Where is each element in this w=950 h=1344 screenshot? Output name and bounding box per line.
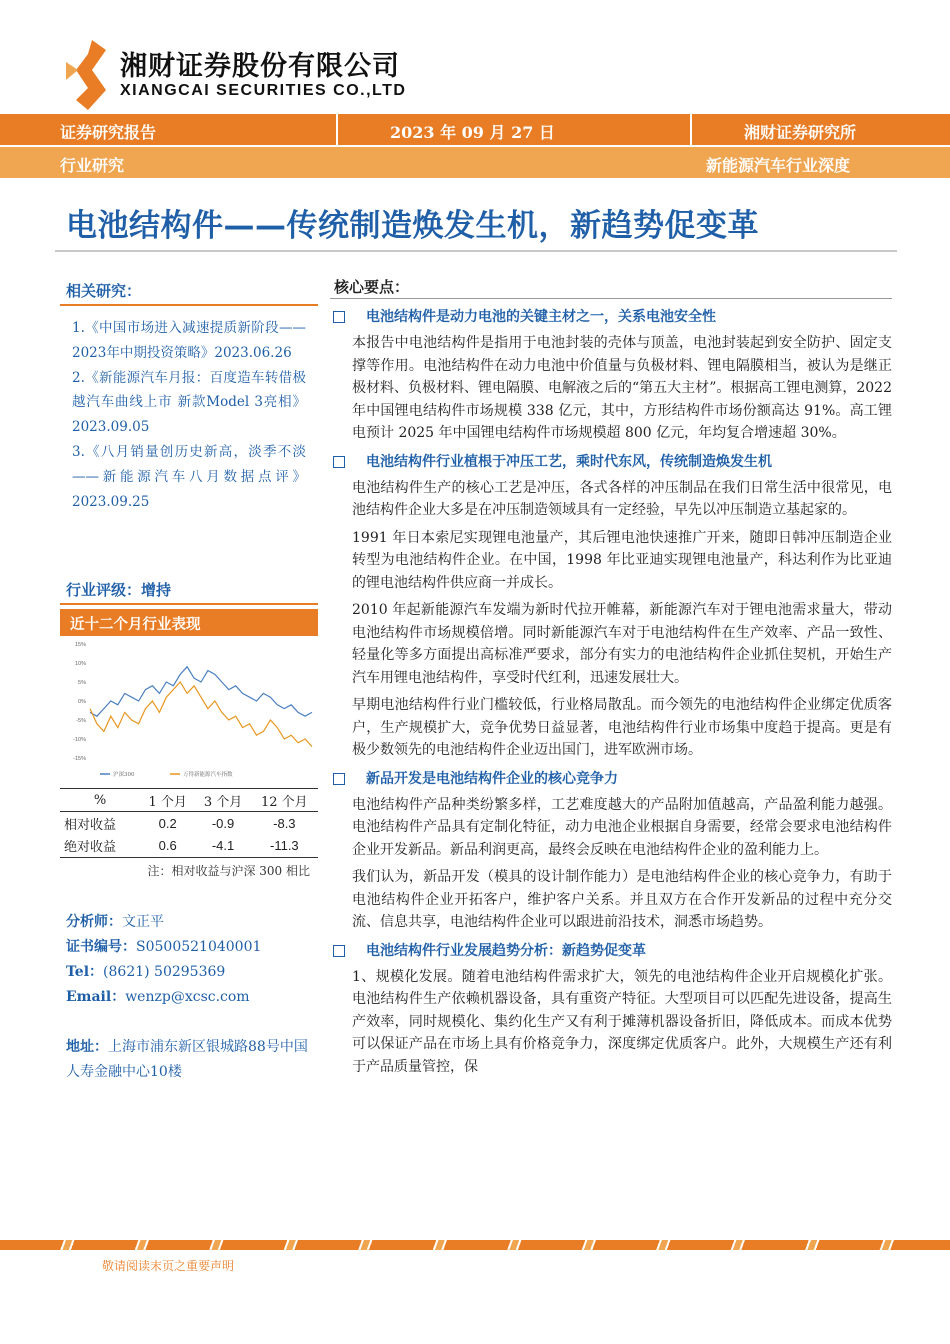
- paragraph: 本报告中电池结构件是指用于电池封装的壳体与顶盖，电池封装起到安全防护、固定支撑等作用。电池结构件在动力电池中价值量与负极材料、锂电隔膜相当，被认为是继正极材料、负极材料、锂电隔膜、电解液之后的“第五大主材”。根据高工锂电测算，2022 年中国锂电结构件市场规模 338 亿元，其中，方形结构件市场份额高达 91%。高工锂电预计 2025 年中国锂电结构件市场规模超 800 亿元，年均复合增速超 30%。: [352, 335, 892, 441]
- related-research-list: [72, 316, 306, 514]
- paragraph: 2010 年起新能源汽车发端为新时代拉开帷幕，新能源汽车对于锂电池需求量大，带动电池结构件市场规模倍增。同时新能源汽车对于电池结构件在生产效率、产品一致性、轻量化等多方面提出高标准严要求，部分有实力的电池结构件企业抓住契机，开始生产汽车用锂电池结构件，享受时代红利，迅速发展壮大。: [352, 602, 892, 686]
- paragraph: 1、规模化发展。随着电池结构件需求扩大，领先的电池结构件企业开启规模化扩张。电池结构件生产依赖机器设备，具有重资产特征。大型项目可以匹配先进设备，提高生产效率，同时规模化、集约化生产又有利于摊薄机器设备折旧，降低成本。而成本优势可以保证产品在市场上具有价格竞争力，深度绑定优质客户。此外，大规模生产还有利于产品质量管控，保: [352, 968, 892, 1075]
- table-cell: -0.9: [211, 815, 235, 831]
- footer-stripe: [0, 1240, 950, 1250]
- series-line: [90, 682, 312, 747]
- email-link[interactable]: wenzp@xcsc.com: [125, 989, 250, 1005]
- legend-label: 万得新能源汽车指数: [183, 772, 233, 778]
- table-cell: -11.3: [270, 838, 299, 854]
- paragraph: 早期电池结构件行业门槛较低，行业格局散乱。而今领先的电池结构件企业绑定优质客户，生产规模扩大，竞争优势日益显著，电池结构件行业市场集中度趋于提高。更是有极少数领先的电池结构件企业迈出国门，进军欧洲市场。: [352, 697, 892, 758]
- tel-number: (8621) 50295369: [103, 964, 226, 980]
- section-heading-text: 电池结构件行业植根于冲压工艺，乘时代东风，传统制造焕发生机: [366, 453, 772, 470]
- checkbox-bullet-icon: [333, 945, 345, 957]
- legend-label: 沪深300: [113, 772, 135, 778]
- table-header: %: [93, 792, 107, 808]
- performance-chart: [60, 636, 318, 786]
- y-tick-label: 0%: [78, 699, 86, 705]
- table-header: 1 个月: [148, 794, 187, 810]
- table-row: [60, 835, 318, 858]
- report-topic: 新能源汽车行业深度: [706, 156, 851, 175]
- related-item[interactable]: 1.《中国市场进入减速提质新阶段——2023年中期投资策略》2023.06.26: [72, 320, 306, 361]
- table-cell: -4.1: [211, 838, 235, 854]
- section-heading: [330, 767, 892, 791]
- chart-title: 近十二个月行业表现: [60, 609, 318, 636]
- core-points-heading: 核心要点：: [334, 278, 410, 296]
- y-tick-label: 5%: [78, 680, 86, 686]
- institute-name: 湘财证券研究所: [744, 123, 857, 142]
- cert-number: S0500521040001: [136, 939, 262, 955]
- paragraph: 电池结构件生产的核心工艺是冲压，各式各样的冲压制品在我们日常生活中很常见，电池结构件企业大多是在冲压制造领域具有一定经验，早先以冲压制造立基起家的。: [352, 479, 892, 518]
- report-date: 2023 年 09 月 27 日: [390, 123, 555, 142]
- checkbox-bullet-icon: [333, 311, 345, 323]
- table-header: 12 个月: [261, 794, 308, 810]
- y-tick-label: 10%: [74, 661, 86, 667]
- email-label: Email：: [66, 989, 126, 1005]
- tel-label: Tel：: [66, 964, 104, 980]
- address-text: 上海市浦东新区银城路88号中国人寿金融中心10楼: [66, 1039, 308, 1080]
- row-label: 相对收益: [64, 817, 117, 833]
- main-content: [330, 305, 892, 1083]
- divider: [55, 250, 897, 252]
- checkbox-bullet-icon: [333, 456, 345, 468]
- address-label: 地址：: [66, 1039, 108, 1055]
- industry-rating: 行业评级：增持: [66, 581, 172, 599]
- company-name-en: XIANGCAI SECURITIES CO.,LTD: [120, 82, 407, 99]
- report-title: 电池结构件——传统制造焕发生机，新趋势促变革: [66, 208, 759, 244]
- section-heading-text: 电池结构件是动力电池的关键主材之一，关系电池安全性: [366, 309, 716, 325]
- table-cell: 0.6: [158, 838, 177, 854]
- related-item[interactable]: 2.《新能源汽车月报：百度造车转借极越汽车曲线上市 新款Model 3亮相》2023.09.05: [72, 369, 306, 436]
- y-tick-label: 15%: [74, 642, 86, 648]
- divider: [330, 298, 892, 299]
- table-header: 3 个月: [203, 794, 243, 810]
- divider: [690, 114, 692, 145]
- paragraph: 我们认为，新品开发（模具的设计制作能力）是电池结构件企业的核心竞争力，有助于电池结构件企业开拓客户，维护客户关系。并且双方在合作开发新品的过程中充分交流、信息共享，电池结构件企业可以跟进前沿技术，洞悉市场趋势。: [352, 869, 892, 930]
- analyst-label: 分析师：: [66, 914, 122, 930]
- subheader-bar: [0, 147, 950, 178]
- section-heading-text: 新品开发是电池结构件企业的核心竞争力: [366, 770, 618, 787]
- y-tick-label: -10%: [73, 737, 86, 743]
- table-cell: 0.2: [158, 815, 177, 831]
- address-block: [66, 1035, 316, 1085]
- section-heading: [330, 305, 892, 329]
- divider: [60, 304, 318, 306]
- header-bar: [0, 114, 950, 145]
- related-research-heading: 相关研究：: [66, 282, 142, 300]
- report-category: 行业研究: [60, 156, 125, 175]
- section-heading: [330, 939, 892, 963]
- company-name-cn: 湘财证券股份有限公司: [120, 51, 400, 82]
- row-label: 绝对收益: [64, 840, 117, 856]
- checkbox-bullet-icon: [333, 773, 345, 785]
- section-heading: [330, 450, 892, 474]
- divider: [336, 114, 338, 145]
- cert-label: 证书编号：: [66, 939, 136, 955]
- y-tick-label: -15%: [73, 756, 86, 762]
- analyst-name: 文正平: [122, 914, 164, 930]
- disclaimer-notice[interactable]: 敬请阅读末页之重要声明: [102, 1259, 235, 1273]
- performance-table: [60, 788, 318, 858]
- report-type: 证券研究报告: [60, 123, 157, 142]
- divider: [60, 603, 318, 605]
- paragraph: 电池结构件产品种类纷繁多样，工艺难度越大的产品附加值越高，产品盈利能力越强。电池结构件产品具有定制化特征，动力电池企业根据自身需要，经常会要求电池结构件企业开发新品。新品利润更高，最终会反映在电池结构件企业的盈利能力上。: [352, 796, 892, 858]
- paragraph: 1991 年日本索尼实现锂电池量产，其后锂电池快速推广开来，随即日韩冲压制造企业转型为电池结构件企业。在中国，1998 年比亚迪实现锂电池量产，科达利作为比亚迪的锂电池结构件供应商一并成长。: [352, 529, 892, 591]
- company-logo: [66, 40, 112, 110]
- table-note: 注：相对收益与沪深 300 相比: [147, 864, 310, 878]
- analyst-info: [66, 910, 316, 1010]
- related-item[interactable]: 3.《八月销量创历史新高，淡季不淡——新能源汽车八月数据点评》2023.09.25: [72, 443, 306, 510]
- series-line: [90, 667, 312, 716]
- table-row: [60, 812, 318, 835]
- section-heading-text: 电池结构件行业发展趋势分析：新趋势促变革: [366, 942, 646, 959]
- y-tick-label: -5%: [76, 718, 86, 724]
- table-cell: -8.3: [273, 815, 296, 831]
